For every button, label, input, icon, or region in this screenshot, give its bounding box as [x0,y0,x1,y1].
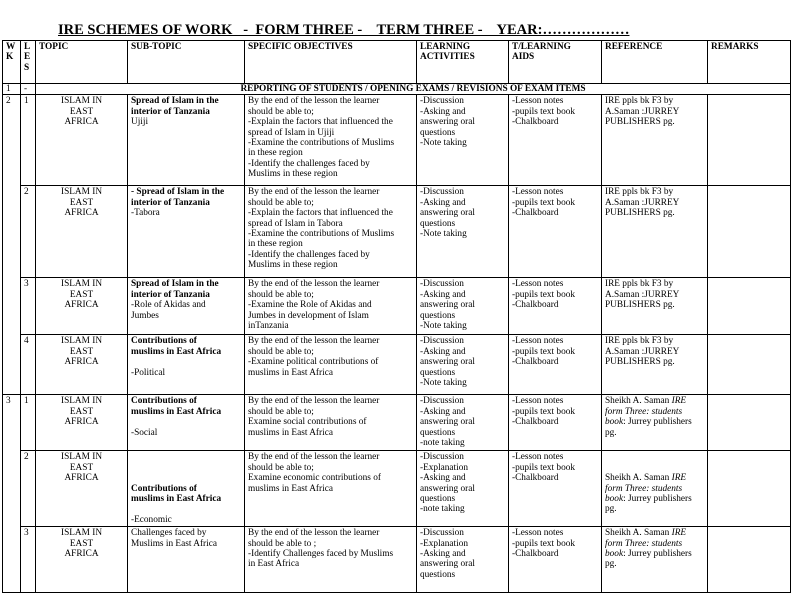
reference-cell [602,335,708,395]
subtopic-cell-text: Ujiji [131,117,149,128]
remarks-cell [708,278,791,335]
reference-cell-text: : Jurrey publishers pg. [605,417,692,438]
lesson-row [3,395,791,451]
header-les: L E S [21,41,36,84]
lesson-cell: 2 [21,451,36,527]
reporting-banner: REPORTING OF STUDENTS / OPENING EXAMS / REVISIONS OF EXAM ITEMS [36,84,791,95]
subtopic-cell [128,278,245,335]
aids-cell: -Lesson notes -pupils text book -Chalkboard [509,335,602,395]
lesson-row [3,278,791,335]
reference-cell-text: Sheikh A. Saman [605,473,670,484]
objectives-cell: By the end of the lesson the learner should be able to ; -Identify Challenges faced by Muslims in East Africa [245,527,417,593]
topic-cell: ISLAM IN EAST AFRICA [36,278,128,335]
week-cell: 2 [3,95,21,395]
subtopic-cell [128,395,245,451]
week-cell: 1 [3,84,21,95]
activities-cell: -Discussion -Asking and answering oral questions -Note taking [417,95,509,186]
lesson-cell: - [21,84,36,95]
reference-cell-text: Sheikh A. Saman [605,528,672,539]
lesson-row [3,335,791,395]
objectives-cell: By the end of the lesson the learner should be able to; -Explain the factors that influenced the spread of Islam in Ujiji -Examine the contributions of Muslims in these region -Identify the challenges faced by Muslims in these region [245,95,417,186]
lesson-cell: 3 [21,278,36,335]
subtopic-cell-text: -Social [131,427,158,438]
reference-cell [602,278,708,335]
remarks-cell [708,527,791,593]
subtopic-cell-text: - Spread of Islam in the interior of Tanzania [131,187,225,208]
lesson-row [3,186,791,278]
subtopic-cell-text: -Economic [131,514,172,525]
reference-cell-text: Sheikh A. Saman [605,396,672,407]
activities-cell: -Discussion -Asking and answering oral questions -Note taking [417,186,509,278]
header-aids: T/LEARNING AIDS [509,41,602,84]
aids-cell: -Lesson notes -pupils text book -Chalkboard [509,95,602,186]
reference-cell-text: IRE ppls bk F3 by A.Saman :JURREY PUBLISHERS pg. [605,96,680,128]
reference-cell-text: IRE ppls bk F3 by A.Saman :JURREY PUBLISHERS pg. [605,279,680,311]
remarks-cell [708,395,791,451]
reference-cell [602,395,708,451]
header-wk: W K [3,41,21,84]
week-cell: 3 [3,395,21,593]
topic-cell: ISLAM IN EAST AFRICA [36,395,128,451]
subtopic-cell-text: Contributions of muslims in East Africa [131,396,222,417]
remarks-cell [708,451,791,527]
reference-cell [602,527,708,593]
subtopic-cell-text: Challenges faced by Muslims in East Africa [131,528,217,549]
aids-cell: -Lesson notes -pupils text book -Chalkboard [509,395,602,451]
reference-cell-text: : Jurrey publishers pg. [605,494,692,515]
remarks-cell [708,95,791,186]
remarks-cell [708,335,791,395]
subtopic-cell-text: Contributions of muslims in East Africa [131,336,222,357]
remarks-cell [708,186,791,278]
header-row [3,41,791,84]
header-subtopic: SUB-TOPIC [128,41,245,84]
subtopic-cell-text: Contributions of muslims in East Africa [131,483,222,505]
subtopic-cell [128,335,245,395]
header-objectives: SPECIFIC OBJECTIVES [245,41,417,84]
topic-cell: ISLAM IN EAST AFRICA [36,335,128,395]
header-reference: REFERENCE [602,41,708,84]
subtopic-cell-text: -Tabora [131,208,160,219]
subtopic-cell-text: Spread of Islam in the interior of Tanzania [131,96,219,117]
activities-cell: -Discussion -Asking and answering oral questions -Note taking [417,278,509,335]
objectives-cell: By the end of the lesson the learner should be able to; -Explain the factors that influenced the spread of Islam in Tabora -Examine the contributions of Muslims in these region -Identify the challenges faced by Muslims in these region [245,186,417,278]
topic-cell: ISLAM IN EAST AFRICA [36,186,128,278]
lesson-row [3,451,791,527]
lesson-row [3,95,791,186]
reference-cell-text: IRE form Three: students book [605,396,687,428]
header-remarks: REMARKS [708,41,791,84]
aids-cell: -Lesson notes -pupils text book -Chalkboard [509,451,602,527]
document-title: IRE SCHEMES OF WORK - FORM THREE - TERM THREE - YEAR:……………… [58,22,630,38]
lesson-cell: 2 [21,186,36,278]
activities-cell: -Discussion -Asking and answering oral questions -note taking [417,395,509,451]
aids-cell: -Lesson notes -pupils text book -Chalkboard [509,527,602,593]
topic-cell: ISLAM IN EAST AFRICA [36,95,128,186]
reference-cell-text: : Jurrey publishers pg. [605,549,692,570]
objectives-cell: By the end of the lesson the learner should be able to; -Examine political contributions of muslims in East Africa [245,335,417,395]
reference-cell [602,186,708,278]
activities-cell: -Discussion -Asking and answering oral questions -Note taking [417,335,509,395]
aids-cell: -Lesson notes -pupils text book -Chalkboard [509,186,602,278]
lesson-cell: 1 [21,395,36,451]
header-topic: TOPIC [36,41,128,84]
subtopic-cell-text: -Role of Akidas and Jumbes [131,300,206,321]
aids-cell: -Lesson notes -pupils text book -Chalkboard [509,278,602,335]
objectives-cell: By the end of the lesson the learner should be able to; Examine economic contributions of muslims in East Africa [245,451,417,527]
subtopic-cell-text: Spread of Islam in the interior of Tanzania [131,279,219,300]
subtopic-cell [128,451,245,527]
week1-row [3,84,791,95]
activities-cell: -Discussion -Explanation -Asking and answering oral questions [417,527,509,593]
objectives-cell: By the end of the lesson the learner should be able to; Examine social contributions of muslims in East Africa [245,395,417,451]
reference-cell-text: IRE form Three: students book [605,528,687,560]
objectives-cell: By the end of the lesson the learner should be able to; -Examine the Role of Akidas and Jumbes in development of Islam inTanzania [245,278,417,335]
reference-cell [602,95,708,186]
lesson-cell: 4 [21,335,36,395]
activities-cell: -Discussion -Explanation -Asking and answering oral questions -note taking [417,451,509,527]
reference-cell-text: IRE ppls bk F3 by A.Saman :JURREY PUBLISHERS pg. [605,336,680,368]
lesson-cell: 3 [21,527,36,593]
lesson-cell: 1 [21,95,36,186]
topic-cell: ISLAM IN EAST AFRICA [36,527,128,593]
topic-cell: ISLAM IN EAST AFRICA [36,451,128,527]
subtopic-cell [128,527,245,593]
subtopic-cell [128,186,245,278]
lesson-row [3,527,791,593]
subtopic-cell-text: -Political [131,367,166,378]
reference-cell-text: IRE form Three: students book [605,473,687,505]
header-activities: LEARNING ACTIVITIES [417,41,509,84]
schemes-table [2,40,791,593]
reference-cell [602,451,708,527]
reference-cell-text: IRE ppls bk F3 by A.Saman :JURREY PUBLISHERS pg. [605,187,680,219]
subtopic-cell [128,95,245,186]
